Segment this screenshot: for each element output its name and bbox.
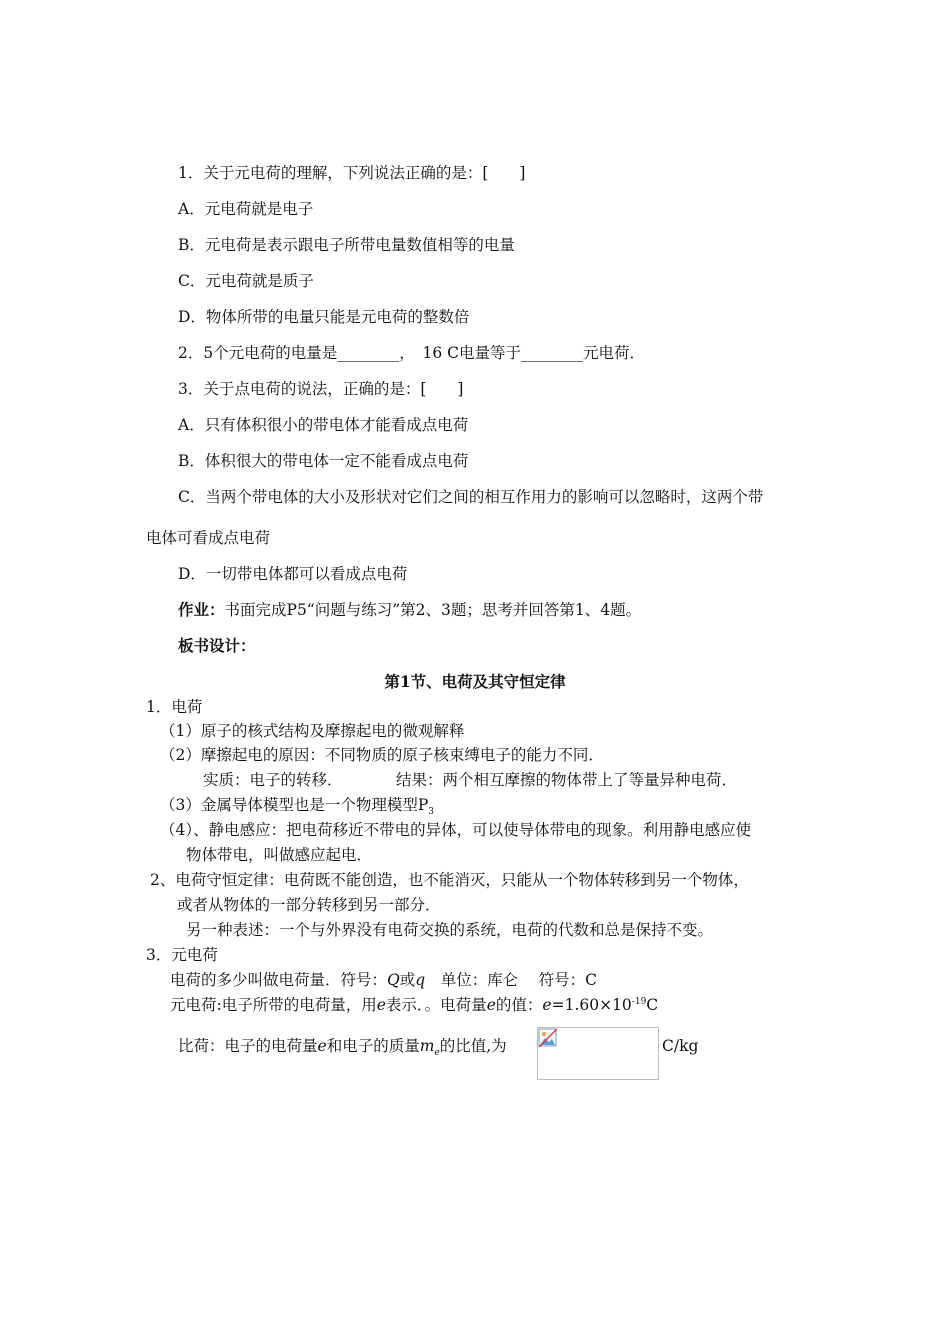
section-title: 第1节、电荷及其守恒定律 [384, 672, 566, 691]
charge-definition [170, 970, 597, 990]
ratio-m: m [419, 1037, 435, 1055]
elementary-charge [170, 995, 658, 1015]
ratio-mid: 和电子的质量 [326, 1037, 420, 1055]
broken-image-icon [538, 1028, 558, 1048]
e-symbol-3: e [542, 996, 552, 1014]
outline-item-3 [160, 795, 435, 818]
e-symbol: e [376, 996, 386, 1014]
q3-stem: 3．关于点电荷的说法，正确的是：[ ] [178, 380, 464, 398]
outline-item-2-essence: 实质：电子的转移． [203, 771, 343, 789]
e-unit: C [646, 996, 659, 1014]
specific-charge [178, 1036, 507, 1059]
q3-option-c-line1: C．当两个带电体的大小及形状对它们之间的相互作用力的影响可以忽略时，这两个带 [178, 488, 764, 506]
charge-pre: 电荷的多少叫做电荷量．符号： [170, 971, 388, 989]
charge-unit: 单位：库仑 符号：C [425, 971, 597, 989]
ratio-pre: 比荷：电子的电荷量 [178, 1037, 318, 1055]
outline-item-3-page: 3 [428, 807, 435, 818]
q1-option-b: B．元电荷是表示跟电子所带电量数值相等的电量 [178, 236, 515, 254]
outline-heading-2: 2、电荷守恒定律：电荷既不能创造，也不能消灭，只能从一个物体转移到另一个物体， [150, 871, 749, 889]
e-pre: 元电荷:电子所带的电荷量，用 [170, 996, 377, 1014]
q2-stem: 2．5个元电荷的电量是________， 16 C电量等于________元电荷． [178, 344, 645, 362]
homework-label: 作业： [178, 600, 225, 619]
e-mid: 表示．。电荷量 [385, 996, 487, 1014]
outline-item-4-line2: 物体带电，叫做感应起电． [186, 846, 373, 864]
broken-image-placeholder [537, 1027, 659, 1080]
outline-item-1: （1）原子的核式结构及摩擦起电的微观解释 [160, 722, 465, 740]
ratio-post: 的比值,为 [439, 1037, 507, 1055]
ratio-unit: C/kg [662, 1037, 699, 1055]
q3-option-c-line2: 电体可看成点电荷 [146, 529, 271, 547]
q1-option-c: C．元电荷就是质子 [178, 272, 314, 290]
outline-item-2: （2）摩擦起电的原因：不同物质的原子核束缚电子的能力不同． [160, 746, 604, 764]
charge-symbol-q: q [415, 971, 426, 989]
outline-item-4-line1: （4）、静电感应：把电荷移近不带电的异体，可以使导体带电的现象。利用静电感应使 [160, 821, 752, 839]
q3-option-d: D．一切带电体都可以看成点电荷 [178, 565, 408, 583]
q1-option-a: A．元电荷就是电子 [178, 200, 314, 218]
board-design-label: 板书设计： [178, 636, 256, 655]
outline-alt-statement: 另一种表述：一个与外界没有电荷交换的系统，电荷的代数和总是保持不变。 [186, 921, 714, 939]
ratio-e: e [317, 1037, 327, 1055]
outline-heading-3: 3．元电荷 [146, 946, 218, 964]
ratio-m-sub: e [434, 1048, 440, 1059]
q3-option-a: A．只有体积很小的带电体才能看成点电荷 [178, 416, 469, 434]
e-symbol-2: e [486, 996, 496, 1014]
e-value: =1.60×10 [551, 996, 632, 1014]
charge-or: 或 [399, 971, 416, 989]
q1-option-d: D．物体所带的电量只能是元电荷的整数倍 [178, 308, 470, 326]
charge-symbol-Q: Q [387, 971, 400, 989]
homework-text: 书面完成P5“问题与练习”第2、3题；思考并回答第1、4题。 [224, 601, 642, 619]
e-value-pre: 的值： [495, 996, 543, 1014]
q3-option-b: B．体积很大的带电体一定不能看成点电荷 [178, 452, 469, 470]
outline-heading-2-cont: 或者从物体的一部分转移到另一部分． [177, 896, 441, 914]
outline-item-2-result: 结果：两个相互摩擦的物体带上了等量异种电荷． [396, 771, 738, 789]
e-exponent: -19 [631, 996, 647, 1007]
q1-stem: 1．关于元电荷的理解，下列说法正确的是：[ ] [178, 164, 526, 182]
outline-heading-1: 1．电荷 [146, 698, 203, 716]
homework [178, 600, 641, 620]
outline-item-3-text: （3）金属导体模型也是一个物理模型P [160, 796, 429, 814]
